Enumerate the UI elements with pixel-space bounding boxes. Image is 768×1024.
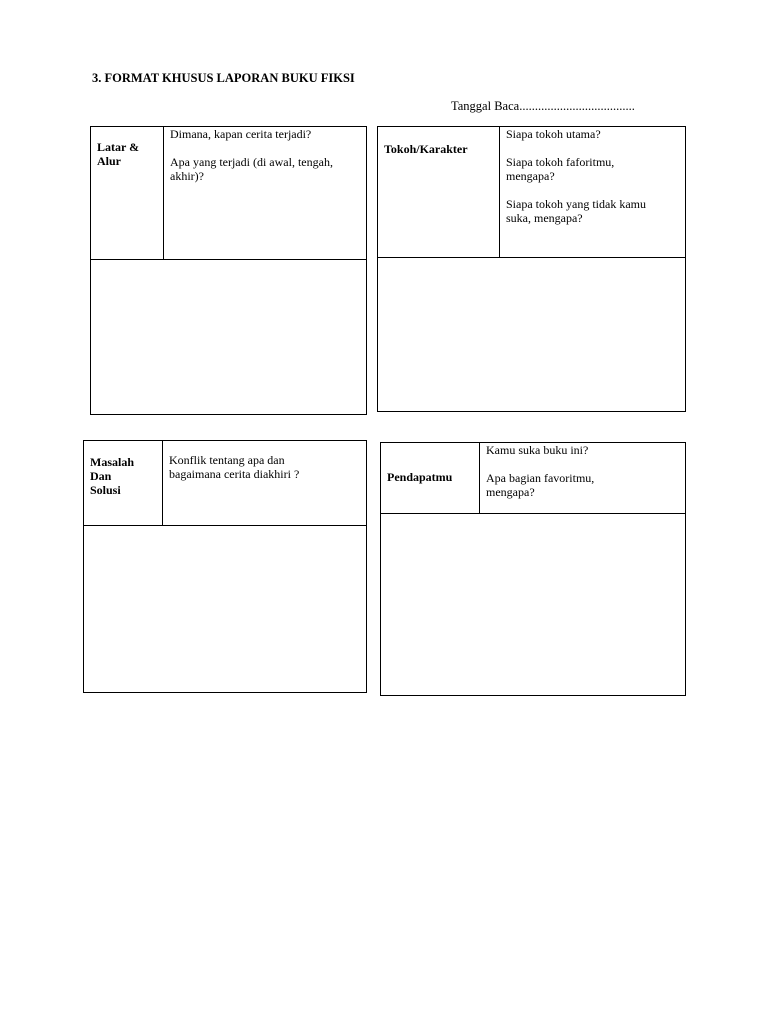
card-questions (164, 127, 366, 260)
card-label (84, 441, 163, 526)
card-label-line: Tokoh/Karakter (384, 142, 468, 156)
card-questions (500, 127, 685, 258)
card-label (381, 443, 480, 514)
date-field[interactable]: Tanggal Baca..................................... (451, 99, 635, 113)
card-label (378, 127, 500, 258)
answer-area[interactable] (91, 260, 366, 414)
answer-area[interactable] (378, 258, 685, 411)
question-text: Apa bagian favoritmu, mengapa? (486, 471, 595, 499)
question-text: Kamu suka buku ini? (486, 443, 589, 457)
question-text: Apa yang terjadi (di awal, tengah, akhir)? (170, 155, 333, 183)
card-questions (163, 441, 366, 526)
question-text: Siapa tokoh faforitmu, mengapa? (506, 155, 615, 183)
card-label-line: Solusi (90, 483, 121, 497)
card-questions (480, 443, 685, 514)
question-text: Siapa tokoh yang tidak kamu suka, mengapa? (506, 197, 646, 225)
answer-area[interactable] (381, 514, 685, 695)
question-text: Konflik tentang apa dan bagaimana cerita diakhiri ? (169, 453, 300, 481)
card-label-line: Alur (97, 154, 121, 168)
card-pendapatmu (380, 442, 686, 696)
question-text: Siapa tokoh utama? (506, 127, 601, 141)
answer-area[interactable] (84, 526, 366, 692)
question-text: Dimana, kapan cerita terjadi? (170, 127, 312, 141)
page-title: 3. FORMAT KHUSUS LAPORAN BUKU FIKSI (92, 71, 355, 85)
card-label (91, 127, 164, 260)
card-label-line: Pendapatmu (387, 470, 453, 484)
card-masalah-solusi (83, 440, 367, 693)
card-tokoh-karakter (377, 126, 686, 412)
card-label-line: Latar & (97, 140, 140, 154)
card-label-line: Dan (90, 469, 112, 483)
card-label-line: Masalah (90, 455, 135, 469)
card-latar-alur (90, 126, 367, 415)
